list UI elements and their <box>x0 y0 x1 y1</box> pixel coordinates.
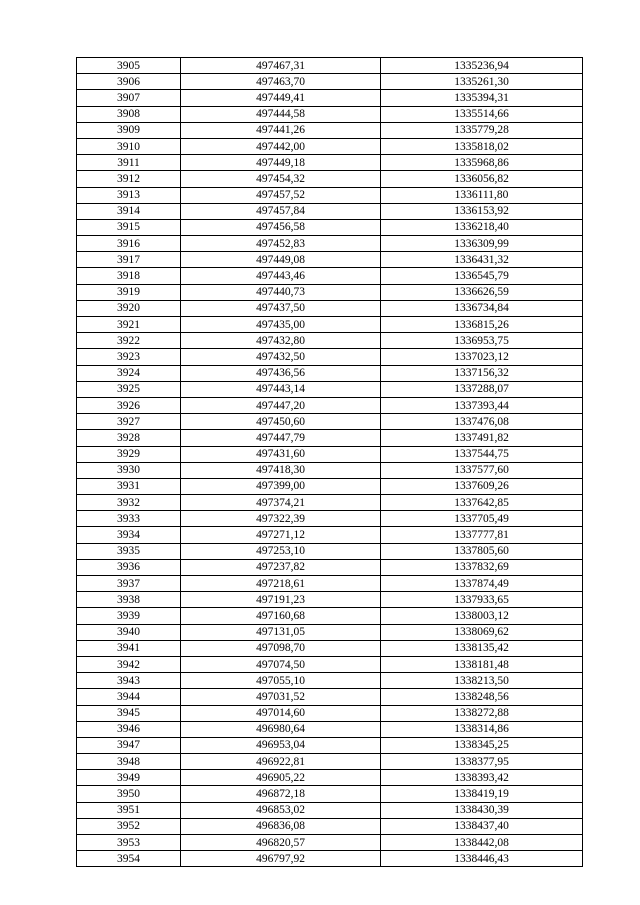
table-row <box>77 689 583 705</box>
point-number-cell: 3938 <box>77 592 181 608</box>
point-number-cell: 3907 <box>77 90 181 106</box>
table-row <box>77 74 583 90</box>
point-number-cell: 3908 <box>77 106 181 122</box>
x-coordinate-cell: 497444,58 <box>181 106 381 122</box>
table-row <box>77 397 583 413</box>
table-row <box>77 106 583 122</box>
y-coordinate-cell: 1338393,42 <box>381 770 583 786</box>
table-row <box>77 608 583 624</box>
x-coordinate-cell: 497467,31 <box>181 58 381 74</box>
coordinates-table <box>76 57 583 867</box>
y-coordinate-cell: 1338419,19 <box>381 786 583 802</box>
x-coordinate-cell: 497253,10 <box>181 543 381 559</box>
table-row <box>77 219 583 235</box>
x-coordinate-cell: 497055,10 <box>181 673 381 689</box>
table-row <box>77 333 583 349</box>
x-coordinate-cell: 497014,60 <box>181 705 381 721</box>
point-number-cell: 3905 <box>77 58 181 74</box>
table-row <box>77 317 583 333</box>
point-number-cell: 3925 <box>77 381 181 397</box>
y-coordinate-cell: 1338345,25 <box>381 737 583 753</box>
table-row <box>77 138 583 154</box>
x-coordinate-cell: 497431,60 <box>181 446 381 462</box>
y-coordinate-cell: 1337777,81 <box>381 527 583 543</box>
y-coordinate-cell: 1338446,43 <box>381 851 583 867</box>
y-coordinate-cell: 1338442,08 <box>381 835 583 851</box>
y-coordinate-cell: 1338377,95 <box>381 754 583 770</box>
x-coordinate-cell: 497457,52 <box>181 187 381 203</box>
point-number-cell: 3930 <box>77 462 181 478</box>
table-row <box>77 786 583 802</box>
point-number-cell: 3945 <box>77 705 181 721</box>
table-row <box>77 495 583 511</box>
table-row <box>77 818 583 834</box>
table-row <box>77 624 583 640</box>
point-number-cell: 3917 <box>77 252 181 268</box>
table-row <box>77 90 583 106</box>
x-coordinate-cell: 497443,46 <box>181 268 381 284</box>
point-number-cell: 3922 <box>77 333 181 349</box>
y-coordinate-cell: 1338135,42 <box>381 640 583 656</box>
point-number-cell: 3923 <box>77 349 181 365</box>
point-number-cell: 3954 <box>77 851 181 867</box>
x-coordinate-cell: 497441,26 <box>181 122 381 138</box>
y-coordinate-cell: 1336431,32 <box>381 252 583 268</box>
x-coordinate-cell: 497374,21 <box>181 495 381 511</box>
point-number-cell: 3913 <box>77 187 181 203</box>
y-coordinate-cell: 1335818,02 <box>381 138 583 154</box>
point-number-cell: 3940 <box>77 624 181 640</box>
x-coordinate-cell: 496953,04 <box>181 737 381 753</box>
point-number-cell: 3933 <box>77 511 181 527</box>
point-number-cell: 3953 <box>77 835 181 851</box>
x-coordinate-cell: 497463,70 <box>181 74 381 90</box>
x-coordinate-cell: 497454,32 <box>181 171 381 187</box>
x-coordinate-cell: 497447,20 <box>181 397 381 413</box>
x-coordinate-cell: 497218,61 <box>181 576 381 592</box>
y-coordinate-cell: 1336111,80 <box>381 187 583 203</box>
table-row <box>77 592 583 608</box>
point-number-cell: 3909 <box>77 122 181 138</box>
table-row <box>77 268 583 284</box>
x-coordinate-cell: 497237,82 <box>181 559 381 575</box>
point-number-cell: 3950 <box>77 786 181 802</box>
x-coordinate-cell: 496853,02 <box>181 802 381 818</box>
table-row <box>77 171 583 187</box>
y-coordinate-cell: 1338248,56 <box>381 689 583 705</box>
y-coordinate-cell: 1337023,12 <box>381 349 583 365</box>
x-coordinate-cell: 496980,64 <box>181 721 381 737</box>
point-number-cell: 3916 <box>77 236 181 252</box>
x-coordinate-cell: 497432,50 <box>181 349 381 365</box>
x-coordinate-cell: 497442,00 <box>181 138 381 154</box>
point-number-cell: 3929 <box>77 446 181 462</box>
point-number-cell: 3924 <box>77 365 181 381</box>
table-row <box>77 737 583 753</box>
y-coordinate-cell: 1337491,82 <box>381 430 583 446</box>
point-number-cell: 3951 <box>77 802 181 818</box>
point-number-cell: 3939 <box>77 608 181 624</box>
x-coordinate-cell: 497456,58 <box>181 219 381 235</box>
y-coordinate-cell: 1338430,39 <box>381 802 583 818</box>
table-row <box>77 252 583 268</box>
y-coordinate-cell: 1337874,49 <box>381 576 583 592</box>
x-coordinate-cell: 497449,41 <box>181 90 381 106</box>
table-row <box>77 349 583 365</box>
point-number-cell: 3946 <box>77 721 181 737</box>
x-coordinate-cell: 496820,57 <box>181 835 381 851</box>
y-coordinate-cell: 1337609,26 <box>381 478 583 494</box>
point-number-cell: 3914 <box>77 203 181 219</box>
y-coordinate-cell: 1337805,60 <box>381 543 583 559</box>
y-coordinate-cell: 1336815,26 <box>381 317 583 333</box>
table-row <box>77 300 583 316</box>
x-coordinate-cell: 497443,14 <box>181 381 381 397</box>
y-coordinate-cell: 1336953,75 <box>381 333 583 349</box>
y-coordinate-cell: 1338181,48 <box>381 656 583 672</box>
table-row <box>77 155 583 171</box>
y-coordinate-cell: 1338213,50 <box>381 673 583 689</box>
coordinates-table-body <box>77 58 583 867</box>
x-coordinate-cell: 497098,70 <box>181 640 381 656</box>
table-row <box>77 543 583 559</box>
point-number-cell: 3926 <box>77 397 181 413</box>
x-coordinate-cell: 497418,30 <box>181 462 381 478</box>
x-coordinate-cell: 496836,08 <box>181 818 381 834</box>
x-coordinate-cell: 497436,56 <box>181 365 381 381</box>
x-coordinate-cell: 497191,23 <box>181 592 381 608</box>
point-number-cell: 3919 <box>77 284 181 300</box>
table-row <box>77 770 583 786</box>
point-number-cell: 3944 <box>77 689 181 705</box>
table-row <box>77 365 583 381</box>
x-coordinate-cell: 497074,50 <box>181 656 381 672</box>
table-row <box>77 835 583 851</box>
table-row <box>77 527 583 543</box>
y-coordinate-cell: 1337288,07 <box>381 381 583 397</box>
y-coordinate-cell: 1335236,94 <box>381 58 583 74</box>
point-number-cell: 3918 <box>77 268 181 284</box>
table-row <box>77 576 583 592</box>
table-row <box>77 802 583 818</box>
x-coordinate-cell: 496797,92 <box>181 851 381 867</box>
x-coordinate-cell: 497131,05 <box>181 624 381 640</box>
point-number-cell: 3937 <box>77 576 181 592</box>
y-coordinate-cell: 1337832,69 <box>381 559 583 575</box>
table-row <box>77 559 583 575</box>
x-coordinate-cell: 497322,39 <box>181 511 381 527</box>
table-row <box>77 851 583 867</box>
point-number-cell: 3906 <box>77 74 181 90</box>
table-row <box>77 236 583 252</box>
x-coordinate-cell: 497437,50 <box>181 300 381 316</box>
point-number-cell: 3941 <box>77 640 181 656</box>
y-coordinate-cell: 1336734,84 <box>381 300 583 316</box>
y-coordinate-cell: 1338272,88 <box>381 705 583 721</box>
table-row <box>77 721 583 737</box>
y-coordinate-cell: 1338437,40 <box>381 818 583 834</box>
table-row <box>77 414 583 430</box>
table-row <box>77 673 583 689</box>
table-row <box>77 754 583 770</box>
point-number-cell: 3949 <box>77 770 181 786</box>
table-row <box>77 705 583 721</box>
y-coordinate-cell: 1336153,92 <box>381 203 583 219</box>
y-coordinate-cell: 1335394,31 <box>381 90 583 106</box>
x-coordinate-cell: 496905,22 <box>181 770 381 786</box>
table-row <box>77 58 583 74</box>
point-number-cell: 3952 <box>77 818 181 834</box>
x-coordinate-cell: 497432,80 <box>181 333 381 349</box>
y-coordinate-cell: 1337393,44 <box>381 397 583 413</box>
point-number-cell: 3921 <box>77 317 181 333</box>
y-coordinate-cell: 1335968,86 <box>381 155 583 171</box>
x-coordinate-cell: 496922,81 <box>181 754 381 770</box>
table-row <box>77 381 583 397</box>
y-coordinate-cell: 1337156,32 <box>381 365 583 381</box>
x-coordinate-cell: 496872,18 <box>181 786 381 802</box>
y-coordinate-cell: 1337705,49 <box>381 511 583 527</box>
x-coordinate-cell: 497457,84 <box>181 203 381 219</box>
table-row <box>77 430 583 446</box>
y-coordinate-cell: 1337476,08 <box>381 414 583 430</box>
y-coordinate-cell: 1338003,12 <box>381 608 583 624</box>
y-coordinate-cell: 1338069,62 <box>381 624 583 640</box>
point-number-cell: 3943 <box>77 673 181 689</box>
point-number-cell: 3935 <box>77 543 181 559</box>
point-number-cell: 3915 <box>77 219 181 235</box>
y-coordinate-cell: 1337544,75 <box>381 446 583 462</box>
point-number-cell: 3936 <box>77 559 181 575</box>
x-coordinate-cell: 497449,08 <box>181 252 381 268</box>
table-row <box>77 640 583 656</box>
x-coordinate-cell: 497031,52 <box>181 689 381 705</box>
point-number-cell: 3942 <box>77 656 181 672</box>
y-coordinate-cell: 1336056,82 <box>381 171 583 187</box>
point-number-cell: 3911 <box>77 155 181 171</box>
table-row <box>77 203 583 219</box>
point-number-cell: 3934 <box>77 527 181 543</box>
y-coordinate-cell: 1337642,85 <box>381 495 583 511</box>
x-coordinate-cell: 497399,00 <box>181 478 381 494</box>
x-coordinate-cell: 497435,00 <box>181 317 381 333</box>
table-row <box>77 187 583 203</box>
point-number-cell: 3927 <box>77 414 181 430</box>
x-coordinate-cell: 497160,68 <box>181 608 381 624</box>
y-coordinate-cell: 1335514,66 <box>381 106 583 122</box>
point-number-cell: 3932 <box>77 495 181 511</box>
y-coordinate-cell: 1336309,99 <box>381 236 583 252</box>
point-number-cell: 3920 <box>77 300 181 316</box>
x-coordinate-cell: 497449,18 <box>181 155 381 171</box>
y-coordinate-cell: 1335261,30 <box>381 74 583 90</box>
point-number-cell: 3912 <box>77 171 181 187</box>
y-coordinate-cell: 1338314,86 <box>381 721 583 737</box>
y-coordinate-cell: 1337933,65 <box>381 592 583 608</box>
y-coordinate-cell: 1337577,60 <box>381 462 583 478</box>
x-coordinate-cell: 497450,60 <box>181 414 381 430</box>
x-coordinate-cell: 497452,83 <box>181 236 381 252</box>
table-row <box>77 284 583 300</box>
y-coordinate-cell: 1335779,28 <box>381 122 583 138</box>
x-coordinate-cell: 497447,79 <box>181 430 381 446</box>
y-coordinate-cell: 1336218,40 <box>381 219 583 235</box>
x-coordinate-cell: 497440,73 <box>181 284 381 300</box>
y-coordinate-cell: 1336626,59 <box>381 284 583 300</box>
point-number-cell: 3928 <box>77 430 181 446</box>
table-row <box>77 478 583 494</box>
point-number-cell: 3948 <box>77 754 181 770</box>
table-row <box>77 122 583 138</box>
x-coordinate-cell: 497271,12 <box>181 527 381 543</box>
point-number-cell: 3910 <box>77 138 181 154</box>
table-row <box>77 446 583 462</box>
point-number-cell: 3947 <box>77 737 181 753</box>
point-number-cell: 3931 <box>77 478 181 494</box>
table-row <box>77 462 583 478</box>
table-row <box>77 656 583 672</box>
y-coordinate-cell: 1336545,79 <box>381 268 583 284</box>
table-row <box>77 511 583 527</box>
